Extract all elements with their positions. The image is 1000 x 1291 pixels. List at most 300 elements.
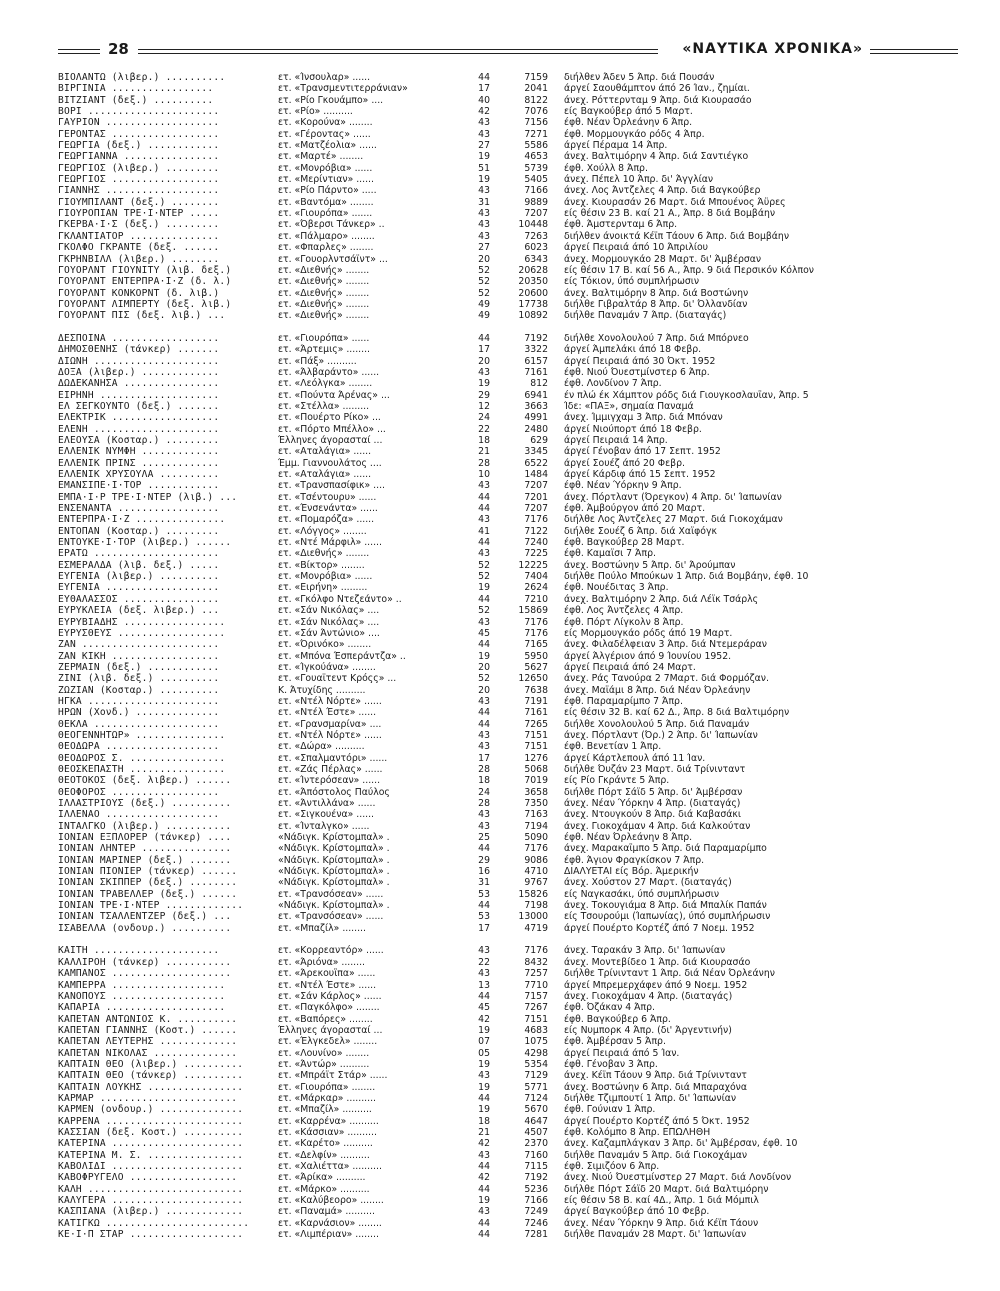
built-year: 18 <box>478 1115 490 1127</box>
manager: ετ. «Τρανσόσεαν» ...... <box>278 911 384 923</box>
tonnage: 3322 <box>524 344 548 356</box>
built-year: 44 <box>478 593 490 605</box>
manager: ετ. «Ζάς Πέρλας» ...... <box>278 763 383 775</box>
tonnage: 7176 <box>524 843 548 855</box>
ship-name: ΓΟΥΟΡΛΝΤ ΕΝΤΕΡΠΡΑ·Ι·Ζ (δ. λ.) <box>58 276 232 288</box>
ship-name: ΔΩΔΕΚΑΝΗΣΑ ................ <box>58 378 220 390</box>
status: διήλθε Πόρτ Σάϊδ 5 Άπρ. δι' Άμβέρσαν <box>564 786 743 798</box>
built-year: 43 <box>478 514 490 526</box>
manager: ετ. «Διεθνής» ........ <box>278 276 370 288</box>
ship-name: ΘΕΟΦΟΡΟΣ .................. <box>58 786 220 798</box>
manager: ετ. «Ίνταλγκο» ...... <box>278 820 370 832</box>
table-row <box>58 1082 958 1093</box>
ship-name: ΓΚΟΛΦΟ ΓΚΡΑΝΤΕ (δεξ. ...... <box>58 242 220 254</box>
manager: ετ. «Διεθνής» ........ <box>278 264 370 276</box>
ship-name: ΓΚΕΡΒΑ·Ι·Σ (δεξ.) ......... <box>58 219 220 231</box>
status: άνεχ. Χούστον 27 Μαρτ. (διαταγάς) <box>564 877 732 889</box>
built-year: 28 <box>478 798 490 809</box>
fleet-table <box>58 72 958 1240</box>
table-row <box>58 288 958 299</box>
header-rule-right <box>870 49 958 54</box>
tonnage: 7160 <box>524 1149 548 1161</box>
status: άνεχ. Ρόττερνταμ 9 Άπρ. διά Κιουρασάο <box>564 94 752 106</box>
manager: ετ. «Λιμπέριαν» ........ <box>278 1229 379 1241</box>
tonnage: 629 <box>530 435 548 446</box>
manager: ετ. «Γιουρόπα» ....... <box>278 208 373 220</box>
ship-name: ΕΥΓΕΝΙΑ ................... <box>58 582 220 594</box>
manager: ετ. «Σάν Νικόλας» .... <box>278 616 380 628</box>
tonnage: 20600 <box>518 287 548 299</box>
status: διήλθε Παναμάν 7 Άπρ. (διαταγάς) <box>564 310 727 322</box>
built-year: 44 <box>478 1092 490 1104</box>
built-year: 42 <box>478 1138 490 1150</box>
status: έφθ. Κολόμπο 8 Άπρ. ΕΠΩΛΗΘΗ <box>564 1126 711 1138</box>
status: έφθ. Λος Άντζελες 4 Άπρ. <box>564 605 684 617</box>
manager: «Νάδιγκ. Κρίστομπαλ» . <box>278 843 390 855</box>
manager: ετ. «Στέλλα» ......... <box>278 400 370 412</box>
status: είς θέσιν 23 Β. καί 21 Α., Άπρ. 8 διά Βομβάην <box>564 208 776 220</box>
status: άργεί Άλγέριον άπό 9 Ίουνίου 1952. <box>564 650 732 662</box>
table-row <box>58 356 958 367</box>
status: έφθ. Νέαν Όρλεάνην 8 Άπρ. <box>564 832 693 844</box>
built-year: 31 <box>478 196 490 208</box>
ship-name: ΚΑΠΑΡΙΑ .................... <box>58 1002 226 1014</box>
manager: ετ. «Διεθνής» ........ <box>278 548 370 560</box>
table-row <box>58 957 958 968</box>
table-row <box>58 1116 958 1127</box>
tonnage: 7404 <box>524 571 548 583</box>
tonnage: 7194 <box>524 820 548 832</box>
tonnage: 8122 <box>524 94 548 106</box>
table-row <box>58 469 958 480</box>
manager: ετ. «Κάσσιαν» .......... <box>278 1126 377 1138</box>
table-row <box>58 775 958 786</box>
manager: ετ. «Πούντα Άρένας» ... <box>278 389 390 401</box>
magazine-title: «ΝΑΥΤΙΚΑ ΧΡΟΝΙΚΑ» <box>682 41 863 57</box>
status: διήλθεν Άδεν 5 Άπρ. διά Πουσάν <box>564 72 715 83</box>
built-year: 44 <box>478 491 490 503</box>
ship-name: ΕΣΜΕΡΑΛΔΑ (λιβ. δεξ.) ..... <box>58 559 220 571</box>
manager: ετ. «Καλύβεορο» ........ <box>278 1195 384 1207</box>
manager: ετ. «Ντέλ Έστε» ...... <box>278 979 377 991</box>
manager: ετ. «Γιουρόπα» ........ <box>278 1081 376 1093</box>
tonnage: 17738 <box>518 298 548 310</box>
ship-name: ΚΑΣΠΙΑΝΑ (λιβερ.) ............. <box>58 1206 244 1218</box>
built-year: 12 <box>478 400 490 412</box>
ship-name: ΔΙΩΝΗ ..................... <box>58 355 220 367</box>
manager: ετ. «Άρτεμις» ........ <box>278 344 370 356</box>
manager: ετ. «Ντέλ Νόρτε» ...... <box>278 695 382 707</box>
ship-name: ΙΟΝΙΑΝ ΤΡΕ·Ι·ΝΤΕΡ ............. <box>58 900 244 912</box>
table-row <box>58 242 958 253</box>
ship-name: ΕΝΤΟΠΑΝ (Κοσταρ.) ......... <box>58 525 220 537</box>
manager: ετ. «Ντέλ Νόρτε» ...... <box>278 729 382 741</box>
manager: ετ. «Άντιλλάνα» ...... <box>278 798 376 809</box>
status: διήλθε Πόρτ Σάϊδ 20 Μαρτ. διά Βαλτιμόρην <box>564 1183 769 1195</box>
page-number: 28 <box>108 40 129 58</box>
status: έφθ. Άμβούργον άπό 20 Μαρτ. <box>564 503 706 515</box>
ship-name: ΙΟΝΙΑΝ ΣΚΙΠΠΕΡ (δεξ.) ........ <box>58 877 238 889</box>
manager: ετ. «Μπαζίλ» .......... <box>278 1104 372 1116</box>
status: είς Τσουρούμι (Ίαπωνίας), ύπό συμπλήρωσιν <box>564 911 771 923</box>
manager: ετ. «Σπαλμαντόρι» ...... <box>278 752 388 764</box>
status: είς θέσιν 32 Β. καί 62 Δ., Άπρ. 8 διά Βαλτιμόρην <box>564 707 790 719</box>
tonnage: 7263 <box>524 230 548 242</box>
table-row <box>58 310 958 321</box>
status: είς θέσιν 17 Β. καί 56 Α., Άπρ. 9 διά Περσικόν Κόλπον <box>564 264 814 276</box>
status: διήλθε Πούλο Μπούκων 1 Άπρ. διά Βομβάην, έφθ. 10 <box>564 571 809 583</box>
manager: ετ. «Ντέ Μάρφιλ» ...... <box>278 537 382 549</box>
ship-name: ΕΛΕΝΗ ..................... <box>58 423 220 435</box>
tonnage: 7267 <box>524 1002 548 1014</box>
table-row <box>58 548 958 559</box>
tonnage: 7249 <box>524 1206 548 1218</box>
header-rule-middle <box>138 49 658 54</box>
manager: «Νάδιγκ. Κρίστομπαλ» . <box>278 866 390 878</box>
status: άργεί Βαγκούβερ άπό 10 Φεβρ. <box>564 1206 710 1218</box>
manager: ετ. «Πάλμαρο» ........ <box>278 230 375 242</box>
ship-name: ΙΛΛΕΝΑΟ ................... <box>58 809 220 821</box>
table-row <box>58 174 958 185</box>
status: άνεχ. Γιοκοχάμαν 4 Άπρ. διά Καλκούταν <box>564 820 751 832</box>
status: άνεχ. Καζαμπλάγκαν 3 Άπρ. δι' Άμβέρσαν, έφθ. 10 <box>564 1138 798 1150</box>
tonnage: 4507 <box>524 1126 548 1138</box>
tonnage: 4298 <box>524 1047 548 1059</box>
tonnage: 2370 <box>524 1138 548 1150</box>
manager: ετ. «Καρνάσιον» ........ <box>278 1217 382 1229</box>
table-row <box>58 526 958 537</box>
status: άργεί Μπρεμερχάφεν άπό 9 Νοεμ. 1952 <box>564 979 748 991</box>
status: άνεχ. Νέαν Ύόρκην 4 Άπρ. (διαταγάς) <box>564 798 741 809</box>
status: άργεί Γένοβαν άπό 17 Σεπτ. 1952 <box>564 446 721 458</box>
built-year: 17 <box>478 752 490 764</box>
table-row <box>58 923 958 934</box>
manager: ετ. «Ένσενάντα» ...... <box>278 503 378 515</box>
built-year: 29 <box>478 854 490 866</box>
ship-name: ΕΥΓΕΝΙΑ (λιβερ.) .......... <box>58 571 220 583</box>
built-year: 43 <box>478 117 490 129</box>
tonnage: 7257 <box>524 968 548 980</box>
table-row <box>58 798 958 809</box>
ship-name: ΚΑΠΕΤΑΝ ΝΙΚΟΛΑΣ .............. <box>58 1047 238 1059</box>
table-row <box>58 344 958 355</box>
built-year: 43 <box>478 968 490 980</box>
manager: ετ. «Γιουρόπα» ...... <box>278 332 370 344</box>
tonnage: 7176 <box>524 616 548 628</box>
built-year: 52 <box>478 559 490 571</box>
built-year: 52 <box>478 673 490 685</box>
manager: ετ. «Λεόλγκα» ........ <box>278 378 373 390</box>
manager: Έλληνες άγορασταί ... <box>278 1024 383 1036</box>
table-row <box>58 401 958 412</box>
table-row <box>58 1014 958 1025</box>
status: άργεί Πειραιά 14 Άπρ. <box>564 435 668 446</box>
built-year: 20 <box>478 355 490 367</box>
manager: ετ. «Ματζέολια» ...... <box>278 140 377 152</box>
built-year: 43 <box>478 1070 490 1082</box>
tonnage: 15869 <box>518 605 548 617</box>
tonnage: 7176 <box>524 945 548 957</box>
status: έφθ. Νουέδιτας 3 Άπρ. <box>564 582 669 594</box>
tonnage: 8432 <box>524 956 548 968</box>
table-row <box>58 1070 958 1081</box>
ship-name: ΕΛΛΕΝΙΚ ΠΡΙΝΣ ............. <box>58 457 220 469</box>
built-year: 44 <box>478 1161 490 1172</box>
status: άνεχ. Ράς Τανούρα 2 7Μαρτ. διά Φορμόζαν. <box>564 673 769 685</box>
tonnage: 7192 <box>524 332 548 344</box>
ship-name: ΚΑΛΛΙΡΟΗ (τάνκερ) ........... <box>58 956 232 968</box>
status: έφθ. Καμαϊσι 7 Άπρ. <box>564 548 656 560</box>
table-row <box>58 219 958 230</box>
ship-name: ΚΑΠΕΤΑΝ ΓΙΑΝΝΗΣ (Κοστ.) ...... <box>58 1024 238 1036</box>
ship-name: ΘΕΟΓΕΝΝΗΤΩΡ» ............... <box>58 729 226 741</box>
table-row <box>58 639 958 650</box>
manager: ετ. «Λόγγος» ........ <box>278 525 367 537</box>
tonnage: 7192 <box>524 1172 548 1184</box>
status: άνεχ. Βοστώνην 5 Άπρ. δι' Άρούμπαν <box>564 559 736 571</box>
ship-name: ΙΟΝΙΑΝ ΛΗΝΤΕΡ ............... <box>58 843 232 855</box>
manager: ετ. «Ρίο Γκουάμπο» .... <box>278 94 384 106</box>
manager: ετ. «Βίκτορ» ........ <box>278 559 365 571</box>
ship-name: ΓΕΩΡΓΙΟΣ .................. <box>58 174 220 186</box>
ship-name: ΖΙΝΙ (λιβ. δεξ.) .......... <box>58 673 220 685</box>
tonnage: 6941 <box>524 389 548 401</box>
status: έφθ. Γούνιαν 1 Άπρ. <box>564 1104 656 1116</box>
status: άνεχ. Μοντεβίδεο 1 Άπρ. διά Κιουρασάο <box>564 956 751 968</box>
status: είς Μορμουγκάο ρόδς άπό 19 Μαρτ. <box>564 627 733 639</box>
manager: ετ. «Καρέτο» .......... <box>278 1138 373 1150</box>
status: άνεχ. Κέϊπ Τάουν 9 Άπρ. διά Τρίνινταντ <box>564 1070 747 1082</box>
built-year: 43 <box>478 548 490 560</box>
ship-name: ΓΙΑΝΝΗΣ ................... <box>58 185 220 197</box>
manager: ετ. «Τρανσπασίφικ» .... <box>278 480 386 492</box>
status: διήλθε Λος Άντζελες 27 Μαρτ. διά Γιοκοχάμαν <box>564 514 783 526</box>
ship-name: ΓΙΟΥΜΠΙΛΑΝΤ (δεξ.) ........ <box>58 196 220 208</box>
table-row <box>58 1184 958 1195</box>
tonnage: 20628 <box>518 264 548 276</box>
status: είς θέσιν 58 Β. καί 4Δ., Άπρ. 1 διά Μόμπιλ <box>564 1195 759 1207</box>
ship-name: ΓΙΟΥΡΟΠΙΑΝ ΤΡΕ·Ι·ΝΤΕΡ ..... <box>58 208 220 220</box>
ship-name: ΚΕ·Ι·Π ΣΤΑΡ ................... <box>58 1229 244 1241</box>
table-row <box>58 333 958 344</box>
ship-name: ΚΑΡΡΕΝΑ ....................... <box>58 1115 244 1127</box>
built-year: 44 <box>478 537 490 549</box>
manager: ετ. «Ρίο Πάρντο» ..... <box>278 185 377 197</box>
tonnage: 5354 <box>524 1058 548 1070</box>
ship-name: ΕΡΑΤΩ ..................... <box>58 548 220 560</box>
tonnage: 5739 <box>524 162 548 174</box>
table-row <box>58 1172 958 1183</box>
table-row <box>58 367 958 378</box>
table-row <box>58 753 958 764</box>
tonnage: 9767 <box>524 877 548 889</box>
tonnage: 7122 <box>524 525 548 537</box>
table-row <box>58 1150 958 1161</box>
tonnage: 9889 <box>524 196 548 208</box>
built-year: 19 <box>478 1058 490 1070</box>
status: άργεί Πουέρτο Κορτέζ άπό 7 Νοεμ. 1952 <box>564 922 755 934</box>
tonnage: 10448 <box>518 219 548 231</box>
table-row <box>58 628 958 639</box>
ship-name: ΔΕΣΠΟΙΝΑ .................. <box>58 332 220 344</box>
status: έφθ. Βενετίαν 1 Άπρ. <box>564 741 662 753</box>
built-year: 18 <box>478 775 490 787</box>
table-row <box>58 537 958 548</box>
status: έφθ. Άμστερνταμ 6 Άπρ. <box>564 219 678 231</box>
manager: ετ. «Σάν Κάρλος» ...... <box>278 990 382 1002</box>
manager: ετ. «Άντώρ» .......... <box>278 1058 370 1070</box>
ship-name: ΕΛ ΣΕΓΚΟΥΝΤΟ (δεξ.) ....... <box>58 400 220 412</box>
ship-name: ΓΕΡΟΝΤΑΣ .................. <box>58 128 220 140</box>
table-row <box>58 968 958 979</box>
built-year: 43 <box>478 219 490 231</box>
tonnage: 13000 <box>518 911 548 923</box>
ship-name: ΚΑΜΠΕΡΡΑ ................... <box>58 979 226 991</box>
built-year: 43 <box>478 208 490 220</box>
ship-name: ΙΟΝΙΑΝ ΤΡΑΒΕΛΛΕΡ (δεξ.) ...... <box>58 888 238 900</box>
table-row <box>58 685 958 696</box>
manager: ετ. «Μάρκο» .......... <box>278 1183 370 1195</box>
ship-name: ΚΑΒΟΦΡΥΓΕΛΟ .................. <box>58 1172 238 1184</box>
manager: ετ. «Διεθνής» ........ <box>278 310 370 322</box>
manager: Έλληνες άγορασταί ... <box>278 435 383 446</box>
table-row <box>58 412 958 423</box>
built-year: 43 <box>478 1149 490 1161</box>
manager: ετ. «Καρρένα» .......... <box>278 1115 379 1127</box>
page-header <box>58 40 958 64</box>
ship-name: ΕΜΠΑ·Ι·Ρ ΤΡΕ·Ι·ΝΤΕΡ (λιβ.) ... <box>58 491 238 503</box>
table-row <box>58 140 958 151</box>
built-year: 20 <box>478 684 490 696</box>
ship-name: ΓΕΩΡΓΙΟΣ (λιβερ.) ......... <box>58 162 220 174</box>
table-row <box>58 1048 958 1059</box>
status: άργεί Πέραμα 14 Άπρ. <box>564 140 668 152</box>
tonnage: 7161 <box>524 707 548 719</box>
table-row <box>58 424 958 435</box>
ship-name: ΔΗΜΟΣΘΕΝΗΣ (τάνκερ) ....... <box>58 344 220 356</box>
tonnage: 2624 <box>524 582 548 594</box>
built-year: 19 <box>478 378 490 390</box>
status: άργεί Πειραιά άπό 5 Ίαν. <box>564 1047 680 1059</box>
ship-name: ΚΑΙΤΗ ..................... <box>58 945 220 957</box>
tonnage: 2480 <box>524 423 548 435</box>
ship-name: ΙΟΝΙΑΝ ΤΣΑΛΛΕΝΤΖΕΡ (δεξ.) ... <box>58 911 232 923</box>
tonnage: 4710 <box>524 866 548 878</box>
header-rule-left <box>58 49 100 54</box>
ship-name: ΓΟΥΟΡΛΝΤ ΓΙΟΥΝΙΤΥ (λιβ. δεξ.) <box>58 264 232 276</box>
manager: ετ. «Αταλάγια» ...... <box>278 446 372 458</box>
built-year: 17 <box>478 83 490 95</box>
status: είς Νυμπορκ 4 Άπρ. (δι' Άργεντινήν) <box>564 1024 732 1036</box>
ship-name: ΚΑΠΤΑΙΝ ΘΕΟ (τάνκερ) .......... <box>58 1070 244 1082</box>
ship-name: ΘΕΟΤΟΚΟΣ (δεξ. λιβερ.) ...... <box>58 775 232 787</box>
status: Ίδε: «ΠΑΞ», σημαία Παναμά <box>564 400 694 412</box>
built-year: 17 <box>478 922 490 934</box>
tonnage: 7201 <box>524 491 548 503</box>
table-row <box>58 560 958 571</box>
tonnage: 15826 <box>518 888 548 900</box>
manager: ετ. «Γουαϊτεντ Κρόςς» ... <box>278 673 397 685</box>
ship-name: ΘΕΟΔΩΡΟΣ Σ. ................ <box>58 752 226 764</box>
table-row <box>58 696 958 707</box>
built-year: 17 <box>478 344 490 356</box>
table-row <box>58 594 958 605</box>
tonnage: 7281 <box>524 1229 548 1241</box>
tonnage: 12225 <box>518 559 548 571</box>
status: έφθ. Άγιον Φραγκίσκον 7 Άπρ. <box>564 854 705 866</box>
table-row <box>58 1138 958 1149</box>
table-row <box>58 117 958 128</box>
manager: ετ. «Ίντερόσεαν» ...... <box>278 775 381 787</box>
status: έφθ. Όζάκαν 4 Άπρ. <box>564 1002 656 1014</box>
tonnage: 3658 <box>524 786 548 798</box>
tonnage: 4647 <box>524 1115 548 1127</box>
ship-name: ΔΟΞΑ (λιβερ.) ............. <box>58 366 220 378</box>
manager: ετ. «Αταλάγια» ...... <box>278 469 372 481</box>
table-row <box>58 821 958 832</box>
manager: ετ. «Δελφίν» .......... <box>278 1149 370 1161</box>
status: άνεχ. Πόρτλαντ (Όρ.) 2 Άπρ. δι' Ίαπωνίαν <box>564 729 758 741</box>
tonnage: 5950 <box>524 650 548 662</box>
tonnage: 6522 <box>524 457 548 469</box>
built-year: 24 <box>478 786 490 798</box>
manager: ετ. «Μπόνα Έσπεράντζα» .. <box>278 650 406 662</box>
built-year: 51 <box>478 162 490 174</box>
status: έφθ. Νέαν Ύόρκην 9 Άπρ. <box>564 480 682 492</box>
built-year: 43 <box>478 616 490 628</box>
table-row <box>58 651 958 662</box>
status: έφθ. Βαγκούβερ 28 Μαρτ. <box>564 537 685 549</box>
ship-name: ΚΑΠΕΤΑΝ ΑΝΤΩΝΙΟΣ Κ. .......... <box>58 1013 238 1025</box>
built-year: 44 <box>478 843 490 855</box>
status: διήλθε Παναμάν 28 Μαρτ. δι' Ίαπωνίαν <box>564 1229 747 1241</box>
manager: ετ. «Μαρτέ» ........ <box>278 151 364 163</box>
tonnage: 4719 <box>524 922 548 934</box>
built-year: 44 <box>478 900 490 912</box>
tonnage: 1075 <box>524 1036 548 1048</box>
status: έφθ. Μορμουγκάο ρόδς 4 Άπρ. <box>564 128 705 140</box>
table-row <box>58 673 958 684</box>
built-year: 43 <box>478 128 490 140</box>
manager: ετ. «Γέροντας» ...... <box>278 128 371 140</box>
tonnage: 12650 <box>518 673 548 685</box>
built-year: 10 <box>478 469 490 481</box>
manager: ετ. «Μερίντιαν» ...... <box>278 174 374 186</box>
manager: ετ. «Γκόλφο Ντεζεάντο» .. <box>278 593 402 605</box>
manager: ετ. «Πομαρόζα» ...... <box>278 514 375 526</box>
manager: ετ. «Ίνσουλαρ» ...... <box>278 72 371 83</box>
built-year: 42 <box>478 1013 490 1025</box>
table-row <box>58 1218 958 1229</box>
tonnage: 5670 <box>524 1104 548 1116</box>
tonnage: 7240 <box>524 537 548 549</box>
ship-name: ΙΟΝΙΑΝ ΠΙΟΝΙΕΡ (τάνκερ) ...... <box>58 866 238 878</box>
tonnage: 7161 <box>524 366 548 378</box>
status: άργεί Άμπελάκι άπό 18 Φεβρ. <box>564 344 702 356</box>
manager: ετ. «Μονρόβια» ...... <box>278 571 373 583</box>
manager: ετ. «Άρίκα» .......... <box>278 1172 366 1184</box>
tonnage: 2041 <box>524 83 548 95</box>
manager: ετ. «Χαλιέττα» .......... <box>278 1161 382 1172</box>
ship-name: ΚΑΤΙΓΚΩ ........................ <box>58 1217 250 1229</box>
built-year: 44 <box>478 990 490 1002</box>
tonnage: 4653 <box>524 151 548 163</box>
table-row <box>58 1002 958 1013</box>
manager: ετ. «Κορρεαντόρ» ...... <box>278 945 384 957</box>
manager: ετ. «Γουορλντσάϊντ» ... <box>278 253 388 265</box>
table-row <box>58 435 958 446</box>
ship-name: ΕΛΛΕΝΙΚ ΝΥΜΦΗ ............. <box>58 446 220 458</box>
